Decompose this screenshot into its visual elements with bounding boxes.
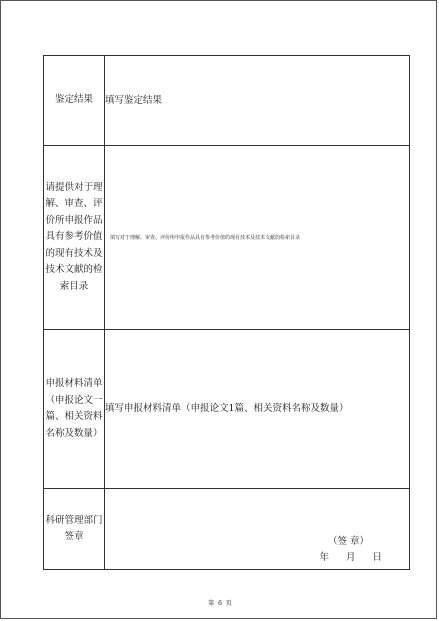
application-form-table [43,55,410,570]
appraisal-result-label: 鉴定结果 [44,56,105,146]
materials-list-row [44,330,410,489]
materials-list-field[interactable]: 填写申报材料清单（申报论文1篇、相关资料名称及数量） [105,330,410,489]
signature-field[interactable] [105,489,410,570]
reference-catalog-row [44,146,410,330]
materials-list-label: 申报材料清单（申报论文一篇、相关资料名称及数量） [44,330,105,489]
date-line: 年 月 日 [319,552,382,563]
appraisal-result-row [44,56,410,146]
appraisal-result-field[interactable]: 填写鉴定结果 [105,56,410,146]
signature-row [44,489,410,570]
page-number: 第 6 页 [208,600,233,607]
reference-catalog-label: 请提供对于理解、审查、评价所申报作品具有参考价值的现有技术及技术文献的检索目录 [44,146,105,330]
research-dept-signature-label: 科研管理部门签章 [44,489,105,570]
seal-label: （签 章） [327,536,369,547]
reference-catalog-field[interactable]: 填写对于理解、审查、评价所申报作品具有参考价值的现有技术及技术文献的检索目录 [105,146,410,330]
